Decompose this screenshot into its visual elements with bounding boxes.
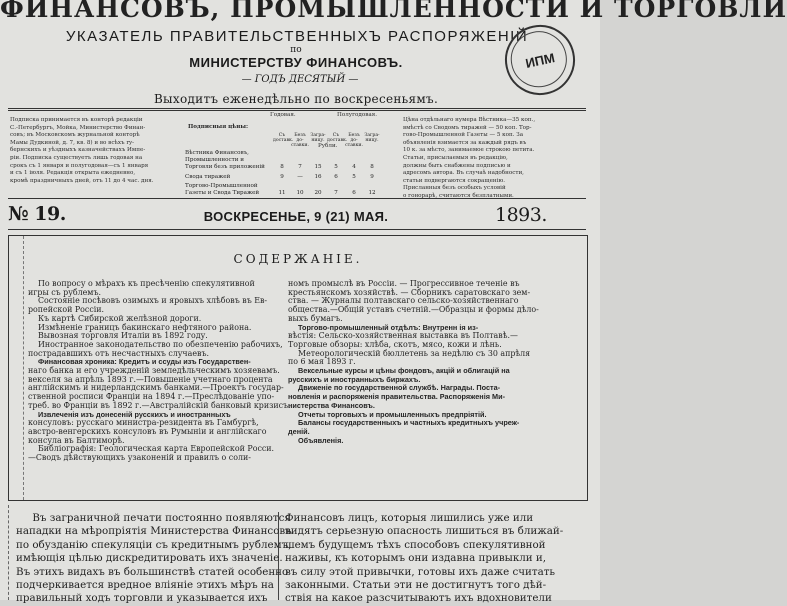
issue-year: 1893. (495, 204, 547, 226)
subscription-line: кромѣ праздничныхъ дней, отъ 11 до 4 час. дня. (10, 177, 154, 184)
price-column-header: Безъ до-ставки. (345, 133, 363, 148)
article-line: нападки на мѣропріятія Министерства Финансовъ (16, 525, 292, 538)
article-line: Въ заграничной печати постоянно появляются (16, 512, 291, 524)
contents-entry: Торговые обзоры: хлѣба, скотъ, мясо, кожи и лѣнь. (288, 339, 502, 349)
contents-entry: выхъ бумагъ. (288, 313, 343, 323)
price-header-annual: Годовая. (270, 112, 296, 118)
contents-entry: Торгово-промышленный отдѣлъ: Внутренн iя из- (298, 322, 479, 332)
contents-entry: Финансовая хроника: Кредитъ и ссуды изъ Государствен- (38, 357, 251, 367)
subscription-line: Подписка принимается въ конторѣ редакцiи (10, 117, 143, 123)
contents-entry: наго банка и его учрежденій земледѣльческимъ хозяевамъ. (28, 366, 280, 376)
masthead-subtitle: УКАЗАТЕЛЬ ПРАВИТЕЛЬСТВЕННЫХЪ РАСПОРЯЖЕНIЙ (65, 28, 529, 45)
price-column-header: Съ доставк. (273, 133, 294, 143)
contents-entry: ства. — Журналы полтавскаго сельско-хозяйственнаго (288, 296, 519, 306)
subscription-line: и съ 1 iюля. Редакцiя открыта ежедневно, (10, 170, 136, 177)
subscription-info (10, 117, 182, 185)
price-row-label: Вѣстника Финансовъ, Промышленности и Торговли безъ приложеній (185, 150, 265, 171)
contents-entry: англійскимъ и нидерландскимъ банками.—Проектъ государ- (28, 383, 284, 393)
subscription-line: совъ; въ Московскомъ журнальной конторѣ (10, 132, 140, 139)
contents-entry: нистерства Финансовъ. (288, 400, 375, 410)
price-value: 7 (298, 164, 302, 171)
article-line: Въ этихъ видахъ въ большинствѣ статей особенно (16, 565, 289, 578)
article-line: подчеркивается вредное вліяніе этихъ мѣръ на (16, 579, 274, 592)
contents-entry: ропейской Россіи. (28, 305, 105, 315)
price-column-header: Загра-ницу. (364, 133, 380, 143)
price-value: 5 (334, 164, 338, 171)
article-line: видятъ серьезную опасность лишиться въ ближай- (285, 525, 564, 538)
price-column-header: Безъ до-ставки. (291, 133, 309, 148)
margin-dashes (0, 505, 9, 600)
article-line: шемъ будущемъ тѣхъ способовъ спекулятивной (285, 538, 546, 551)
contents-entry: русскихъ и иностранныхъ биржахъ. (288, 374, 421, 384)
price-row (185, 150, 385, 172)
subscription-note-line: вмѣстѣ со Сводомъ тиражей — 50 коп. Тор- (403, 124, 532, 131)
price-value: 5 (352, 173, 356, 180)
subscription-line: С.-Петербургъ, Мойка, Министерство Финан- (10, 124, 146, 131)
contents-entry: Объявленія. (298, 435, 344, 445)
contents-entry: вѣстія: Сельско-хозяйственная выставка въ Полтавѣ.— (288, 331, 518, 341)
article-left-column (16, 512, 292, 606)
price-value: 20 (314, 190, 322, 197)
divider (8, 198, 586, 199)
contents-entry: общества.—Общій уставъ счетній.—Образцы и формы дѣло- (288, 305, 539, 315)
article-line: законными. Статьи эти не достигнутъ того дѣй- (285, 579, 547, 592)
article-line: по обузданію спекуляціи съ кредитнымъ рублемъ, (16, 538, 292, 551)
subscription-note-line: 10 к. за мѣсто, занимаемое строкою петита. (403, 147, 535, 154)
issue-date: ВОСКРЕСЕНЬЕ, 9 (21) МАЯ. (203, 209, 389, 224)
price-row (185, 174, 385, 181)
divider (8, 229, 586, 230)
price-row-label: Свода тиражей (185, 173, 231, 180)
price-value: 8 (280, 164, 284, 171)
masthead-year: — ГОДЪ ДЕСЯТЫЙ — (241, 74, 359, 85)
price-table (185, 133, 385, 197)
article-right-column (285, 512, 585, 606)
subscription-line: бернскихъ и уѣздныхъ казначействахъ Импе- (10, 147, 146, 154)
contents-entry: консуловъ: русскаго министра-резидента въ Гамбургѣ, (28, 418, 259, 428)
subscription-note-line: Присланныя безъ особыхъ условій (403, 185, 506, 192)
masthead-ministry: МИНИСТЕРСТВУ ФИНАНСОВЪ. (189, 55, 403, 70)
subscription-note-line: должны быть снабжены подписью и (403, 162, 511, 169)
subscription-line: рiи. Подписка существуетъ лишь годовая на (10, 154, 143, 161)
masthead-schedule: Выходитъ еженедѣльно по воскресеньямъ. (153, 92, 439, 106)
masthead-subtitle-by: по (290, 45, 302, 55)
contents-entry: —Сводъ дѣйствующихъ узаконеній и правилъ о соли- (28, 453, 251, 463)
price-currency: Рубли. (318, 143, 338, 149)
article-line: правильный ходъ торговли и указывается ихъ (16, 592, 268, 605)
subscription-note-line: Цѣна отдѣльнаго нумера Вѣстника—35 коп., (403, 117, 536, 123)
subscription-note-line: о гонорарѣ, считаются безплатными. (403, 192, 514, 199)
masthead-title: ФИНАНСОВЪ, ПРОМЫШЛЕННОСТИ И ТОРГОВЛИ (0, 0, 787, 23)
price-value: 11 (278, 190, 286, 197)
contents-entry: По вопросу о мѣрахъ къ пресѣченію спекулятивной (38, 279, 255, 288)
price-value: 9 (370, 173, 374, 180)
price-value: 6 (334, 173, 338, 180)
contents-entry: Иностранное законодательство по обезпеченію рабочихъ, (38, 339, 283, 349)
contents-entry: австро-венгерскихъ консуловъ въ Румыніи и англійскаго (28, 426, 267, 436)
contents-entry: Извлеченія изъ донесеній русскихъ и иностранныхъ (38, 409, 231, 419)
article-line: Финансовъ лицъ, которыя лишились уже или (285, 512, 534, 524)
contents-entry: консула въ Балтиморѣ. (28, 435, 125, 445)
contents-entry: векселя за апрѣль 1893 г.—Повышеніе учетнаго процента (28, 374, 273, 384)
price-value: 15 (314, 164, 322, 171)
contents-entry: Измѣненіе границъ бакинскаго нефтяного района. (38, 322, 252, 332)
divider (8, 110, 586, 111)
price-column-header: Съ доставк. (327, 133, 348, 143)
article-line: имѣющія цѣлью дискредитировать ихъ значеніе. (16, 552, 283, 565)
article-line: въ силу этой привычки, готовы ихъ даже считать (285, 565, 556, 578)
subscription-note-line: адресомъ автора. Въ случаѣ надобности, (403, 170, 524, 177)
contents-entry: Движеніе по государственной службѣ. Награды. Поста- (298, 383, 501, 393)
contents-entry: Библіографія: Геологическая карта Европейской Росси. (38, 444, 275, 454)
article-line: наживы, къ которымъ они издавна привыкли и, (285, 552, 547, 565)
stamp-text: ИПМ (523, 49, 557, 71)
contents-entry: крестьянскомъ хозяйствѣ. — Сборникъ саратовскаго зем- (288, 287, 531, 297)
price-value: 9 (280, 173, 284, 180)
price-value: 12 (368, 190, 376, 197)
subscription-note-line: статьи подвергаются сокращенію. (403, 177, 506, 184)
contents-entry: Состояніе посѣвовъ озимыхъ и яровыхъ хлѣбовъ въ Ев- (38, 296, 268, 306)
contents-entry: ственной росписи Франціи на 1894 г.—Преслѣдованіе упо- (28, 392, 275, 402)
issue-number: № 19. (8, 203, 66, 225)
price-value: 8 (370, 164, 374, 171)
price-value: 4 (352, 164, 356, 171)
subscription-note-line: гово-Промышленной Газеты — 5 коп. За (403, 132, 524, 139)
price-value: — (297, 173, 303, 180)
price-column-header: Загра-ницу. (310, 133, 326, 143)
contents-entry: Метеорологическій бюллетень за недѣлю съ 30 апрѣля (298, 348, 531, 358)
price-table-title: Подписныя цѣны: (188, 124, 249, 130)
contents-entry: деній. (288, 426, 310, 436)
subscription-note-line: объявленія взимается за каждый рядъ въ (403, 139, 527, 146)
price-row-label: Торгово-Промышленной Газеты и Свода Тиражей (185, 182, 260, 197)
contents-entry: Къ картѣ Сибирской желѣзной дороги. (38, 313, 202, 323)
subscription-note-line: Статьи, присылаемыя въ редакцію, (403, 154, 508, 161)
contents-entry: Вексельные курсы и цѣны фондовъ, акцій и облигацій на (298, 366, 510, 376)
subscription-line: Мамы Дудкиной, д. 7, кв. 8) и во всѣхъ ry- (10, 139, 135, 146)
price-value: 6 (352, 190, 356, 197)
contents-entry: Балансы государственныхъ и частныхъ кредитныхъ учреж- (298, 418, 520, 428)
subscription-notes (403, 117, 593, 201)
contents-entry: пострадавшихъ отъ несчастныхъ случаевъ. (28, 348, 209, 358)
price-value: 16 (314, 173, 322, 180)
divider (8, 108, 586, 109)
subscription-line: срокъ съ 1 января и полугодовая—съ 1 января (10, 162, 149, 169)
contents-right-column (288, 280, 578, 445)
contents-entry: треб. во Франціи въ 1892 г.—Австралійскій банковый кризисъ. (28, 400, 291, 410)
article-line: ствія на какое разсчитываютъ ихъ вдохновители (285, 592, 552, 605)
contents-entry: Вывозная торговля Италіи въ 1892 году. (38, 331, 208, 341)
price-header-half: Полугодовая. (337, 112, 377, 118)
price-value: 10 (296, 190, 304, 197)
contents-entry: номъ промыслѣ въ Россіи. — Прогрессивное теченіе въ (288, 279, 520, 288)
contents-entry: игры съ рублемъ. (28, 287, 101, 297)
contents-left-column (28, 279, 291, 463)
price-value: 7 (334, 190, 338, 197)
price-row (185, 183, 385, 197)
contents-entry: Отчеты торговыхъ и промышленныхъ предпріятій. (298, 409, 487, 419)
contents-entry: по 6 мая 1893 г. (288, 357, 356, 367)
contents-entry: новленія и распоряженія правительства. Распоряженія Ми- (288, 392, 505, 402)
contents-title: СОДЕРЖАНІЕ. (233, 252, 363, 266)
